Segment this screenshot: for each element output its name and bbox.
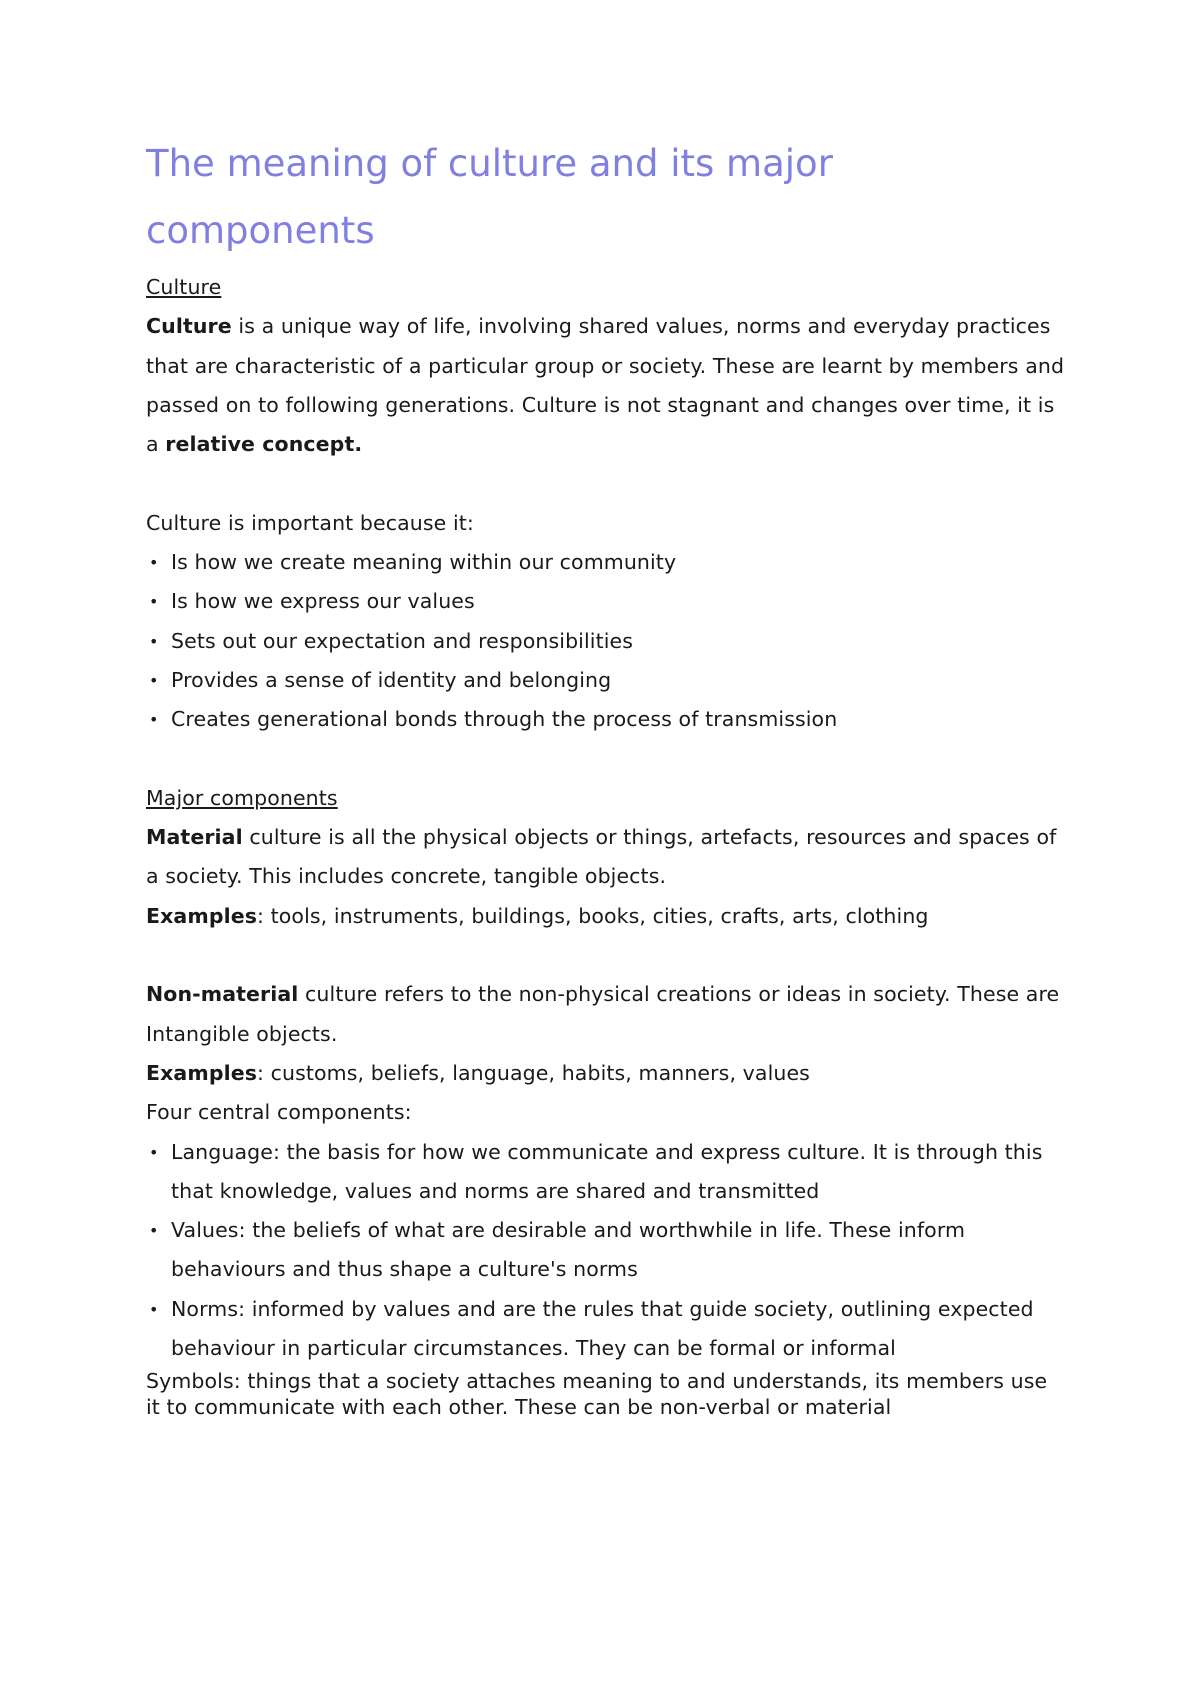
list-item: • Norms: informed by values and are the rules that guide society, outlining expected behaviour in particular circumstances. They can be formal or informal <box>146 1290 1066 1369</box>
relative-concept-term: relative concept. <box>165 432 363 457</box>
culture-heading: Culture <box>146 275 222 299</box>
four-components-list <box>146 1133 1066 1369</box>
bullet-icon: • <box>149 592 159 612</box>
list-item: • Provides a sense of identity and belonging <box>146 661 1066 700</box>
importance-list <box>146 543 1066 739</box>
material-examples-text: : tools, instruments, buildings, books, cities, crafts, arts, clothing <box>257 903 929 928</box>
list-item: • Values: the beliefs of what are desirable and worthwhile in life. These inform behaviours and thus shape a culture's norms <box>146 1211 1066 1290</box>
bullet-icon: • <box>149 1299 159 1319</box>
bullet-icon: • <box>149 1142 159 1162</box>
bullet-icon: • <box>149 553 159 573</box>
nonmaterial-definition <box>146 975 1066 1054</box>
material-term: Material <box>146 825 243 850</box>
material-definition-text: culture is all the physical objects or things, artefacts, resources and spaces of a society. This includes concrete, tangible objects. <box>146 825 1057 889</box>
major-components-heading: Major components <box>146 785 338 810</box>
symbols-paragraph: Symbols: things that a society attaches meaning to and understands, its members use it to communicate with each other. These can be non-verbal or material <box>146 1369 1048 1420</box>
document-title: The meaning of culture and its major components <box>146 142 833 252</box>
culture-definition <box>146 307 1066 464</box>
spacer <box>146 464 1066 503</box>
material-definition <box>146 818 1066 897</box>
examples-label: Examples <box>146 903 258 928</box>
nonmaterial-examples <box>146 1054 1066 1093</box>
examples-label: Examples <box>146 1060 258 1085</box>
nonmaterial-examples-text: : customs, beliefs, language, habits, manners, values <box>257 1060 810 1085</box>
bullet-icon: • <box>149 670 159 690</box>
spacer <box>146 740 1066 779</box>
bullet-icon: • <box>149 710 159 730</box>
list-item: • Sets out our expectation and responsibilities <box>146 622 1066 661</box>
list-item: • Creates generational bonds through the process of transmission <box>146 700 1066 739</box>
nonmaterial-definition-text: culture refers to the non-physical creations or ideas in society. These are Intangible objects. <box>146 982 1060 1046</box>
four-components-intro: Four central components: <box>146 1100 412 1125</box>
material-examples <box>146 897 1066 936</box>
list-item: • Is how we create meaning within our community <box>146 543 1066 582</box>
list-item: • Language: the basis for how we communicate and express culture. It is through this that knowledge, values and norms are shared and transmitted <box>146 1133 1066 1212</box>
document-page <box>146 130 1066 1420</box>
importance-intro: Culture is important because it: <box>146 510 474 535</box>
bullet-icon: • <box>149 631 159 651</box>
nonmaterial-term: Non-material <box>146 982 299 1007</box>
list-item: • Is how we express our values <box>146 582 1066 621</box>
culture-term: Culture <box>146 314 232 339</box>
bullet-icon: • <box>149 1221 159 1241</box>
culture-definition-text: is a unique way of life, involving shared values, norms and everyday practices that are characteristic of a particular group or society. These are learnt by members and passed on to following generations. Culture is not stagnant and changes over time, it is a <box>146 314 1065 457</box>
spacer <box>146 936 1066 975</box>
